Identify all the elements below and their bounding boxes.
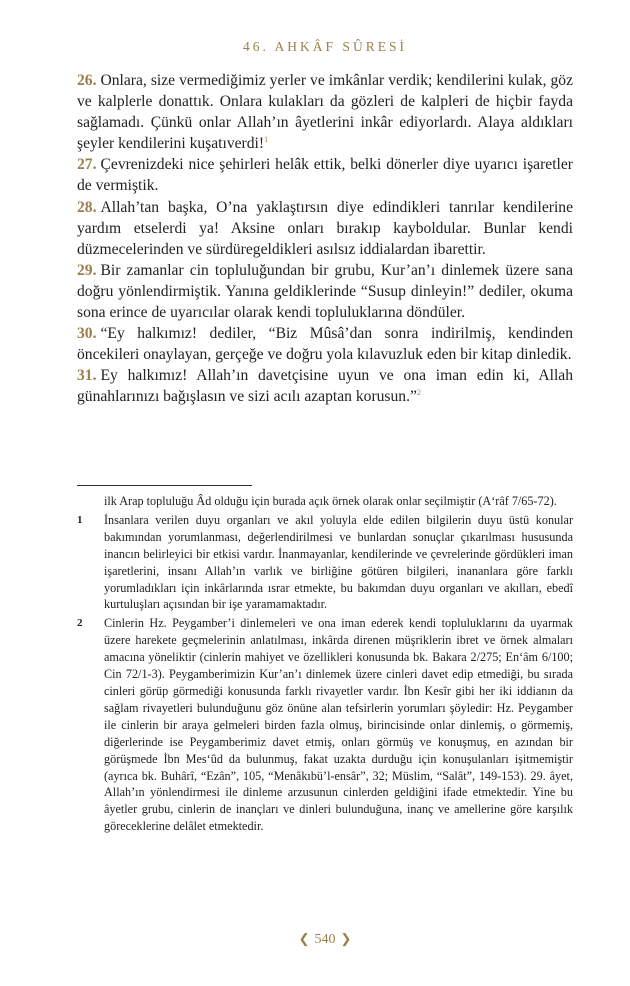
verse-text: Ey halkımız! Allah’ın davetçisine uyun ve ona iman edin ki, Allah günahlarınızı bağışlasın ve sizi acılı azaptan korusun.” bbox=[77, 367, 573, 406]
page-number-value: 540 bbox=[314, 932, 336, 947]
footnote-text: Cinlerin Hz. Peygamber’i dinlemeleri ve ona iman ederek kendi topluluklarını da uyarmak üzere harekete geçmelerinin anlatılması, inkârda direnen müşriklerin ibret ve örnek almaları amacına yöneliktir (cinlerin mahiyet ve özellikleri konusunda bk. Bakara 2/275; En‘âm 6/100; Cin 72/1-3). Peygamberimizin Kur’an’ı dinlemek üzere cinleri davet edip etmediği, bu sırada cinleri görüp görmediği konusunda farklı rivayetler vardır. İbn Kesîr gibi her iki iddianın da sağlam rivayetleri bulunduğunu göz önüne alan tefsirlerin yorumları şöyledir: Hz. Peygamber ile cinlerin bir araya gelmeleri birden fazla olmuş, birincisinde onlar dinlemiş, o görmemiş, diğerlerinde ise Peygamberimiz davet etmiş, onları görmüş ve konuşmuş, en azından bir görüşmede İbn Mes‘ûd da bulunmuş, fakat uzakta durduğu için konuşulanları işitmemiştir (ayrıca bk. Buhârî, “Ezân”, 105, “Menâkıbü’l-ensâr”, 32; Müslim, “Salât”, 149-153). 29. âyet, Allah’ın yönlendirmesi ile dinleme arzusunun cinlerden geldiğini ifade etmektedir. Yine bu âyetler grubu, cinlerin de inançları ve dinleri bulunduğuna, inanç ve amellerine göre karşılık göreceklerine delâlet etmektedir. bbox=[104, 616, 573, 834]
footnote-separator bbox=[77, 485, 252, 486]
footnote-list bbox=[77, 493, 573, 835]
verse bbox=[77, 154, 573, 196]
footnote-number: 2 bbox=[77, 617, 83, 630]
footnote bbox=[77, 512, 573, 613]
verse-text: “Ey halkımız! dediler, “Biz Mûsâ’dan sonra indirilmiş, kendinden öncekileri onaylayan, gerçeğe ve doğru yola kılavuzluk eden bir kitap dinledik. bbox=[77, 325, 573, 364]
verse bbox=[77, 260, 573, 323]
verse-text: Çevrenizdeki nice şehirleri helâk ettik, belki dönerler diye uyarıcı işaretler de vermiştik. bbox=[77, 156, 573, 195]
verse-number: 28. bbox=[77, 198, 97, 216]
footnote bbox=[77, 615, 573, 835]
footnote bbox=[77, 493, 573, 510]
verse-number: 29. bbox=[77, 261, 97, 279]
page-number bbox=[77, 931, 573, 948]
footnote-text: İnsanlara verilen duyu organları ve akıl yoluyla elde edilen bilgilerin duyu üstü konular bakımından yorumlanması, değerlendirilmesi ve bunlardan sonuçlar çıkarılması hususunda inancın belirleyici bir etkisi vardır. İnanmayanlar, kendilerinde ve çevrelerinde gördükleri iman işaretlerini, insanı Allah’ın varlık ve birliğine götüren bilgileri, inananlara göre farklı yorumladıkları için inkârlarında ısrar etmekte, bu bakımdan duyu organları ve akılları, ebedî kurtuluşları açısından bir işe yaramamaktadır. bbox=[104, 512, 573, 612]
verse-number: 30. bbox=[77, 325, 97, 343]
verse-text: Allah’tan başka, O’na yaklaştırsın diye edindikleri tanrılar kendilerine yardım etselerdi ya! Aksine onları bırakıp kayboldular. Bunlar kendi düzmecelerinden ve sürdüregeldikleri asılsız iddialardan ibarettir. bbox=[77, 198, 573, 258]
left-ornament-icon: ❮ bbox=[298, 931, 310, 946]
verse-number: 27. bbox=[77, 156, 97, 174]
verse-number: 26. bbox=[77, 72, 97, 89]
footnote-number: 1 bbox=[77, 513, 83, 526]
running-head: 46. AHKÂF SÛRESİ bbox=[243, 39, 407, 54]
verse bbox=[77, 365, 573, 407]
verse-list bbox=[77, 70, 573, 408]
verse-number: 31. bbox=[77, 367, 97, 385]
verse-text: Bir zamanlar cin topluluğundan bir grubu, Kur’an’ı dinlemek üzere sana doğru yönlendirmiştik. Yanına geldiklerinde “Susup dinleyin!” dediler, okuma sona erince de uyarıcılar olarak kendi topluluklarına döndüler. bbox=[77, 261, 573, 322]
footnote-reference[interactable]: 2 bbox=[416, 388, 421, 398]
verse-text: Onlara, size vermediğimiz yerler ve imkânlar verdik; kendilerini kulak, göz ve kalplerle donattık. Onlara kulakları da gözleri de kalpleri de hiçbir fayda sağlamadı. Çünkü onlar Allah’ın âyetlerini inkâr ediyorlardı. Alaya aldıkları şeyler kendilerini kuşatıverdi! bbox=[77, 72, 573, 153]
footnote-text: ilk Arap topluluğu Âd olduğu için burada açık örnek olarak onlar seçilmiştir (A‘râf 7/65-72). bbox=[104, 494, 557, 508]
footnote-reference[interactable]: 1 bbox=[264, 135, 269, 145]
verse bbox=[77, 197, 573, 260]
verse bbox=[77, 70, 573, 154]
right-ornament-icon: ❯ bbox=[340, 931, 352, 946]
verse bbox=[77, 323, 573, 365]
